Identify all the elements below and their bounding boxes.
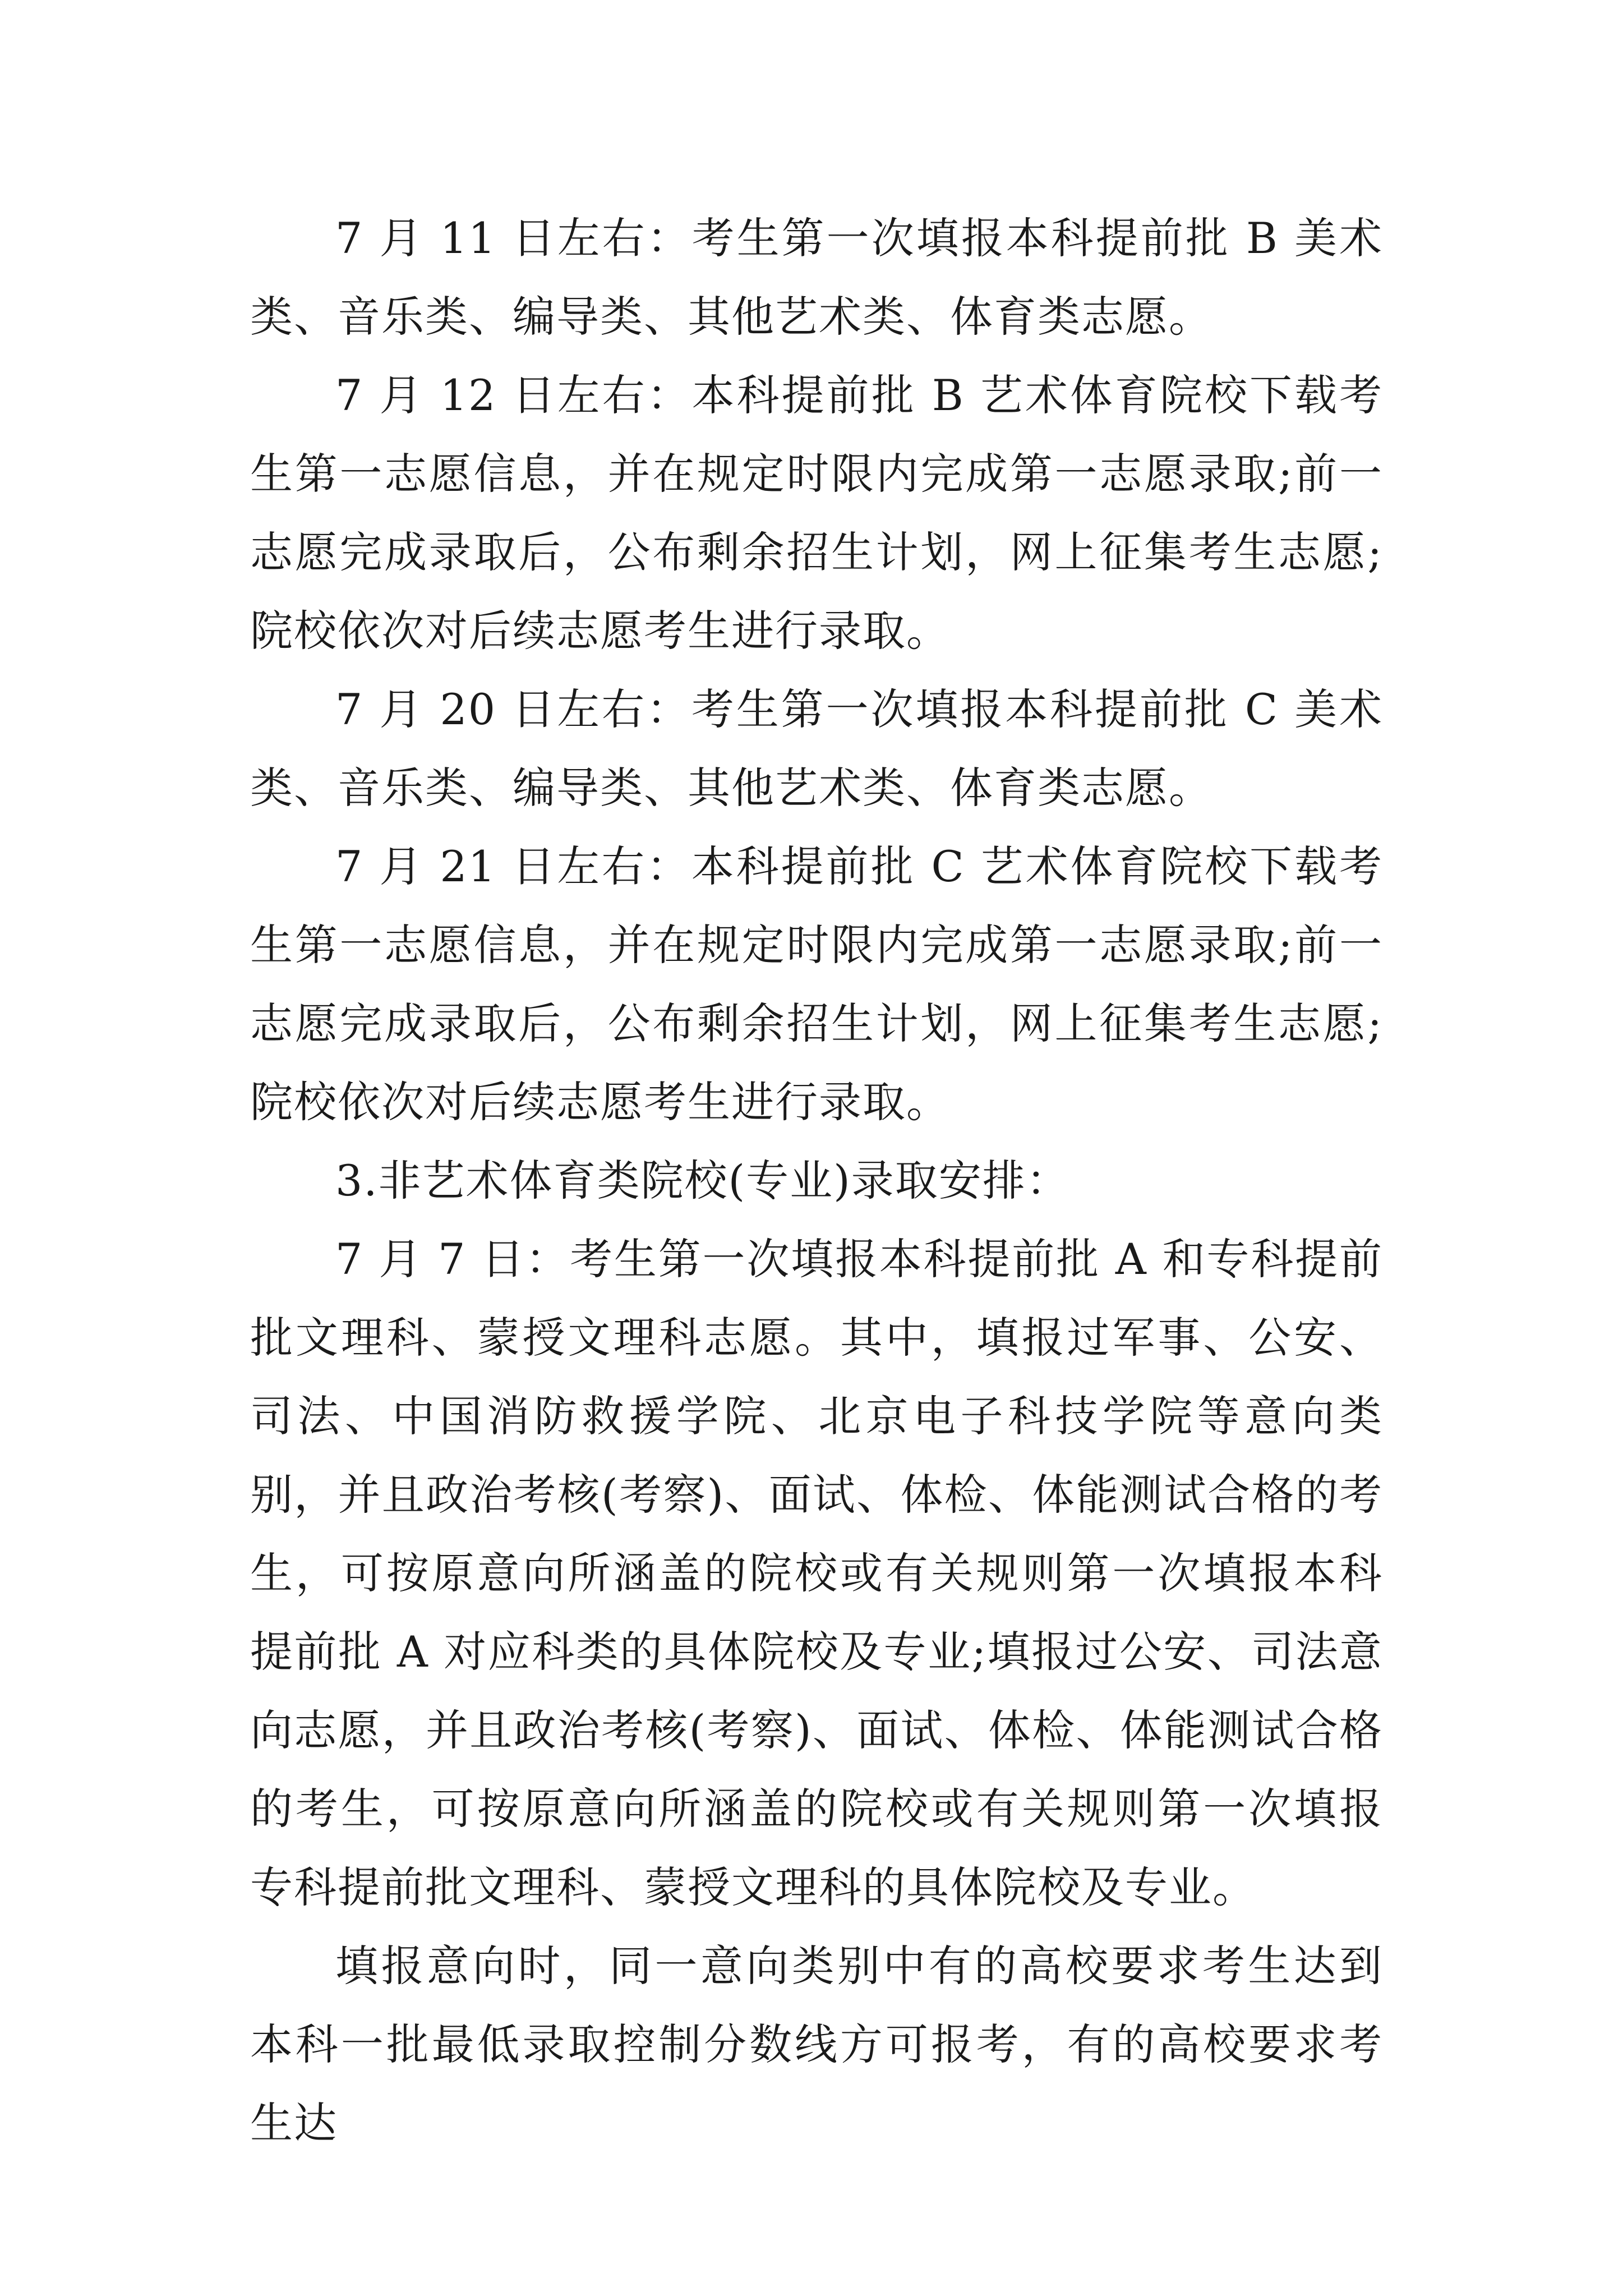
section-heading-non-art: 3.非艺术体育类院校(专业)录取安排： xyxy=(335,1156,1070,1205)
paragraph-art-c-admission: 7 月 21 日左右：本科提前批 C 艺术体育院校下载考生第一志愿信息，并在规定时限内完成第一志愿录取;前一志愿完成录取后，公布剩余招生计划，网上征集考生志愿;院校依次对后续志愿考生进行录取。 xyxy=(250,841,1383,1127)
document-body xyxy=(250,199,1383,2162)
paragraph-art-b-filing: 7 月 11 日左右：考生第一次填报本科提前批 B 美术类、音乐类、编导类、其他艺术类、体育类志愿。 xyxy=(250,213,1383,342)
paragraph-intent-requirements: 填报意向时，同一意向类别中有的高校要求考生达到本科一批最低录取控制分数线方可报考，有的高校要求考生达 xyxy=(250,1941,1383,2148)
paragraph-art-c-filing: 7 月 20 日左右：考生第一次填报本科提前批 C 美术类、音乐类、编导类、其他艺术类、体育类志愿。 xyxy=(250,684,1383,813)
paragraph-art-b-admission: 7 月 12 日左右：本科提前批 B 艺术体育院校下载考生第一志愿信息，并在规定时限内完成第一志愿录取;前一志愿完成录取后，公布剩余招生计划，网上征集考生志愿;院校依次对后续志愿考生进行录取。 xyxy=(250,370,1383,656)
paragraph-july-7-filing: 7 月 7 日：考生第一次填报本科提前批 A 和专科提前批文理科、蒙授文理科志愿。其中，填报过军事、公安、司法、中国消防救援学院、北京电子科技学院等意向类别，并且政治考核(考察)、面试、体检、体能测试合格的考生，可按原意向所涵盖的院校或有关规则第一次填报本科提前批 A 对应科类的具体院校及专业;填报过公安、司法意向志愿，并且政治考核(考察)、面试、体检、体能测试合格的考生，可按原意向所涵盖的院校或有关规则第一次填报专科提前批文理科、蒙授文理科的具体院校及专业。 xyxy=(250,1234,1383,1912)
